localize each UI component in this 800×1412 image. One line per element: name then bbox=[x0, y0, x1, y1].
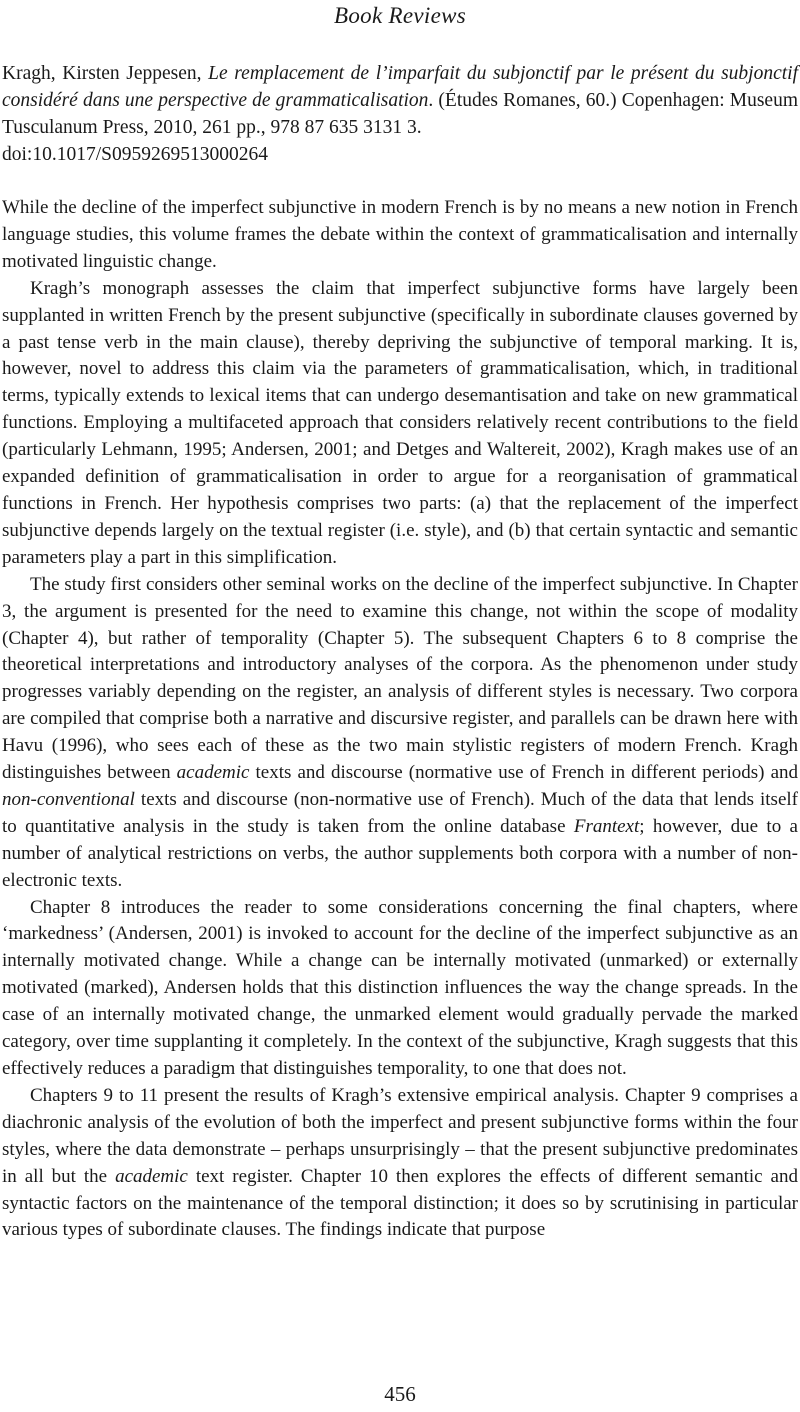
body-paragraph bbox=[2, 895, 798, 1083]
italic-text-segment: Frantext bbox=[573, 815, 640, 837]
body-paragraph bbox=[2, 572, 798, 895]
citation-book-title: Le remplacement de l’imparfait du subjonctif par le présent du subjonctif considéré dans une perspective de grammaticalisation bbox=[2, 63, 798, 111]
page-number: 456 bbox=[384, 1382, 416, 1406]
running-head: Book Reviews bbox=[334, 3, 466, 28]
italic-text-segment: academic bbox=[115, 1165, 188, 1187]
citation-author: Kragh, Kirsten Jeppesen, bbox=[2, 63, 209, 84]
doi-line: doi:10.1017/S0959269513000264 bbox=[2, 144, 268, 165]
text-segment: While the decline of the imperfect subjunctive in modern French is by no means a new notion in French language studies, this volume frames the debate within the context of grammaticalisation and internally motivated linguistic change. bbox=[2, 197, 798, 272]
body-paragraph bbox=[2, 1083, 798, 1244]
italic-text-segment: non-conventional bbox=[2, 788, 135, 810]
citation-block bbox=[2, 60, 798, 168]
text-segment: texts and discourse (non-normative use of French). Much of the data that lends itself to quantitative analysis in the study is taken from the online database bbox=[2, 788, 798, 837]
body-paragraph bbox=[2, 195, 798, 276]
text-segment: text register. Chapter 10 then explores the effects of different semantic and syntactic factors on the maintenance of the temporal distinction; it does so by scrutinising in particular various types of subordinate clauses. The findings indicate that purpose bbox=[2, 1165, 798, 1241]
italic-text-segment: academic bbox=[176, 762, 250, 784]
citation-paragraph bbox=[2, 60, 798, 141]
body-text bbox=[2, 195, 798, 1244]
text-segment: Kragh’s monograph assesses the claim that imperfect subjunctive forms have largely been supplanted in written French by the present subjunctive (specifically in subordinate clauses governed by a past tense verb in the main clause), thereby depriving the subjunctive of temporal marking. It is, however, novel to address this claim via the parameters of grammaticalisation, which, in traditional terms, typically extends to lexical items that can undergo desemantisation and take on new grammatical functions. Employing a multifaceted approach that considers relatively recent contributions to the field (particularly Lehmann, 1995; Andersen, 2001; and Detges and Waltereit, 2002), Kragh makes use of an expanded definition of grammaticalisation in order to argue for a reorganisation of grammatical functions in French. Her hypothesis comprises two parts: (a) that the replacement of the imperfect subjunctive depends largely on the textual register (i.e. style), and (b) that certain syntactic and semantic parameters play a part in this simplification. bbox=[2, 277, 798, 568]
text-segment: Chapter 8 introduces the reader to some considerations concerning the final chapters, where ‘markedness’ (Andersen, 2001) is invoked to account for the decline of the imperfect subjunctive as an internally motivated change. While a change can be internally motivated (unmarked) or externally motivated (marked), Andersen holds that this distinction influences the way the change spreads. In the case of an internally motivated change, the unmarked element would gradually pervade the marked category, over time supplanting it completely. In the context of the subjunctive, Kragh suggests that this effectively reduces a paradigm that distinguishes temporality, to one that does not. bbox=[2, 896, 798, 1079]
citation-publisher-info: . (Études Romanes, 60.) Copenhagen: Museum Tusculanum Press, 2010, 261 pp., 978 87 635 3131 3. bbox=[2, 90, 798, 138]
text-segment: texts and discourse (normative use of French in different periods) and bbox=[249, 762, 799, 784]
body-paragraph bbox=[2, 276, 798, 572]
text-segment: The study first considers other seminal works on the decline of the imperfect subjunctive. In Chapter 3, the argument is presented for the need to examine this change, not within the scope of modality (Chapter 4), but rather of temporality (Chapter 5). The subsequent Chapters 6 to 8 comprise the theoretical interpretations and introductory analyses of the corpora. As the phenomenon under study progresses variably depending on the register, an analysis of different styles is necessary. Two corpora are compiled that comprise both a narrative and discursive register, and parallels can be drawn here with Havu (1996), who sees each of these as the two main stylistic registers of modern French. Kragh distinguishes between bbox=[2, 573, 798, 784]
text-segment: ; however, due to a number of analytical restrictions on verbs, the author supplements both corpora with a number of non-electronic texts. bbox=[2, 815, 798, 891]
text-segment: Chapters 9 to 11 present the results of Kragh’s extensive empirical analysis. Chapter 9 comprises a diachronic analysis of the evolution of both the imperfect and present subjunctive forms within the four styles, where the data demonstrate – perhaps unsurprisingly – that the present subjunctive predominates in all but the bbox=[2, 1084, 798, 1187]
